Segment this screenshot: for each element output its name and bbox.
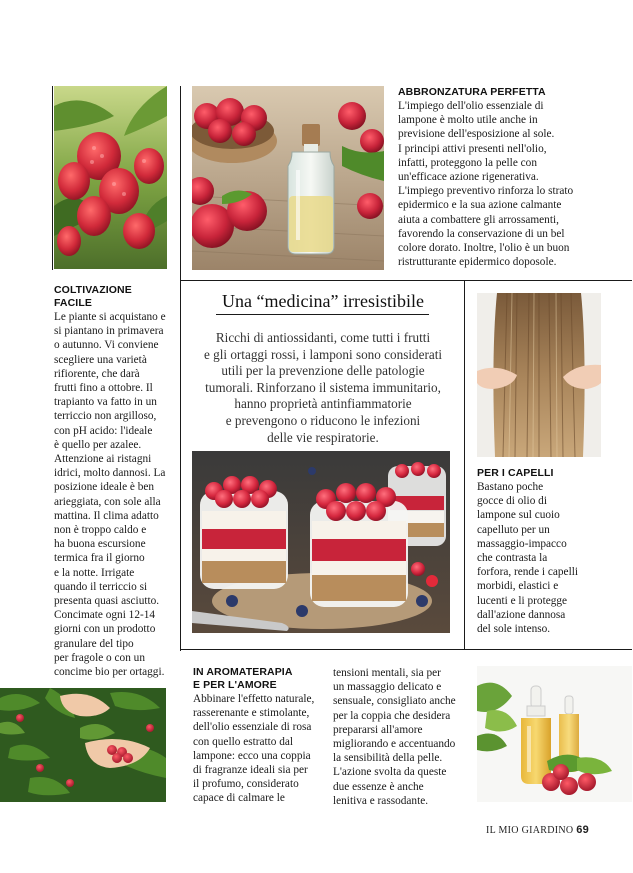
hair-text-line: capelluto per un: [477, 523, 550, 536]
aroma-text-line: il profumo, considerato: [193, 778, 299, 791]
section-rule: [180, 280, 632, 281]
tanning-text-line: previsione dell'esposizione al sole.: [398, 128, 555, 141]
tanning-text-line: ristrutturante epidermico doposole.: [398, 256, 557, 269]
cultivation-text-line: Attenzione ai ristagni: [54, 453, 152, 466]
medicine-text-line: e gli ortaggi rossi, i lamponi sono considerati: [203, 346, 443, 362]
hair-text-line: Bastano poche: [477, 481, 544, 493]
cultivation-text-line: si piantano in primavera: [54, 325, 164, 338]
tanning-text-line: aiuta a combattere gli arrossamenti,: [398, 213, 559, 226]
tanning-text-line: colore dorato. Inoltre, l'olio è un buon: [398, 242, 570, 255]
aroma-body-col1: [193, 692, 323, 806]
medicine-text-line: tumorali. Rinforzano il sistema immunitario,: [205, 379, 441, 395]
tanning-text-line: epidermico e la sua azione calmante: [398, 199, 562, 212]
column-rule: [464, 280, 465, 649]
aroma-text-line: rasserenante e stimolante,: [193, 707, 310, 720]
hair-photo: [477, 293, 601, 457]
aroma-text-line: la sensibilità della pelle.: [333, 752, 443, 765]
aroma-text-line: L'azione svolta da queste: [333, 766, 447, 779]
cultivation-text-line: Le piante si acquistano e: [54, 311, 166, 323]
cultivation-text-line: con pH acido: l'ideale: [54, 424, 153, 437]
cultivation-text-line: e la notte. Irrigate: [54, 566, 135, 579]
column-rule: [52, 86, 53, 270]
tanning-text-line: favorendo la conservazione di un bel: [398, 227, 565, 240]
cultivation-text-line: Concimate ogni 12-14: [54, 609, 156, 622]
medicine-text-line: delle vie respiratorie.: [267, 429, 379, 445]
cultivation-text-line: quando il terriccio si: [54, 580, 148, 593]
cultivation-text-line: idrici, molto dannosi. La: [54, 467, 166, 480]
hair-text-line: del sole intenso.: [477, 623, 551, 636]
aroma-heading: [193, 666, 293, 691]
aroma-heading-line: E PER L'AMORE: [193, 678, 277, 691]
aroma-text-line: con quello estratto dal: [193, 735, 294, 748]
cultivation-text-line: rifiorente, che darà: [54, 367, 140, 380]
hair-heading: PER I CAPELLI: [477, 467, 554, 479]
aroma-text-line: prepararsi all'amore: [333, 723, 423, 736]
page-folio: [486, 824, 589, 836]
column-rule: [180, 86, 181, 651]
aroma-text-line: capace di calmare le: [193, 792, 285, 805]
hair-text-line: forfora, rende i capelli: [477, 566, 578, 579]
title-underline: [216, 314, 429, 315]
hair-text-line: lucenti e li protegge: [477, 594, 568, 607]
cultivation-text-line: termica fra il giorno: [54, 552, 145, 565]
page-number: 69: [576, 824, 590, 836]
cultivation-text-line: mattina. Il clima adatto: [54, 509, 159, 522]
medicine-text-line: Ricchi di antiossidanti, come tutti i frutti: [215, 330, 431, 345]
raspberry-oil-bottle-photo: [192, 86, 384, 270]
hair-text-line: morbidi, elastici e: [477, 580, 559, 593]
medicine-title: Una “medicina” irresistibile: [222, 291, 424, 311]
essential-oil-photo: [477, 666, 632, 802]
cultivation-text-line: granulare del tipo: [54, 637, 134, 650]
section-rule: [180, 649, 632, 650]
hair-text-line: gocce di olio di: [477, 495, 547, 508]
medicine-text-line: e prevengono o riducono le infezioni: [225, 412, 421, 428]
hair-text-line: che contrasta la: [477, 552, 548, 565]
tanning-text-line: L'impiego preventivo rinforza lo strato: [398, 185, 574, 198]
cultivation-text-line: terriccio non argilloso,: [54, 410, 157, 423]
raspberry-harvest-photo: [0, 688, 166, 802]
aroma-text-line: lampone: ecco una coppia: [193, 749, 311, 762]
cultivation-text-line: concime bio per ortaggi.: [54, 666, 165, 679]
aroma-text-line: due essenze è anche: [333, 780, 424, 793]
medicine-text-line: utili per la prevenzione delle patologie: [221, 363, 425, 379]
cultivation-text-line: frutti fino a ottobre. Il: [54, 382, 153, 395]
magazine-name: IL MIO GIARDINO: [486, 825, 574, 836]
cultivation-text-line: per fragole o con un: [54, 651, 145, 664]
aroma-text-line: lenitiva e rassodante.: [333, 794, 429, 807]
tanning-text-line: lampone è molto utile anche in: [398, 114, 538, 127]
raspberry-parfait-photo: [192, 451, 450, 633]
aroma-text-line: migliorando e accentuando: [333, 738, 456, 751]
cultivation-text-line: arieggiata, con sole alla: [54, 495, 161, 508]
cultivation-text-line: trapianto va fatto in un: [54, 396, 157, 409]
raspberry-plant-photo: [54, 86, 167, 269]
cultivation-heading-line: COLTIVAZIONE: [54, 284, 132, 296]
hair-text-line: lampone sul cuoio: [477, 509, 560, 522]
tanning-heading: ABBRONZATURA PERFETTA: [398, 86, 546, 98]
tanning-text-line: infatti, proteggono la pelle con: [398, 156, 537, 169]
hair-body: [477, 480, 627, 636]
tanning-text-line: un'efficace azione rigenerativa.: [398, 171, 539, 184]
medicine-text-line: hanno proprietà antinfiammatorie: [234, 396, 412, 412]
hair-text-line: massaggio-impacco: [477, 537, 567, 550]
cultivation-text-line: presenta quasi asciutto.: [54, 595, 160, 608]
aroma-heading-line: IN AROMATERAPIA: [193, 666, 293, 678]
cultivation-text-line: posizione ideale è ben: [54, 481, 155, 494]
cultivation-text-line: o autunno. Vi conviene: [54, 339, 159, 352]
cultivation-body: [54, 310, 176, 679]
tanning-body: [398, 99, 630, 269]
medicine-body: [192, 330, 454, 446]
tanning-text-line: L'impiego dell'olio essenziale di: [398, 100, 544, 112]
cultivation-text-line: è quello per azalee.: [54, 438, 142, 451]
cultivation-text-line: scegliere una varietà: [54, 353, 147, 366]
aroma-body-col2: [333, 666, 468, 808]
aroma-text-line: sensuale, consigliato anche: [333, 695, 456, 708]
cultivation-heading: [54, 284, 132, 309]
aroma-text-line: Abbinare l'effetto naturale,: [193, 693, 315, 705]
aroma-text-line: di fragranze ideali sia per: [193, 764, 308, 777]
aroma-text-line: tensioni mentali, sia per: [333, 667, 441, 679]
aroma-text-line: un massaggio delicato e: [333, 681, 442, 694]
cultivation-heading-line: FACILE: [54, 296, 92, 309]
aroma-text-line: per la coppia che desidera: [333, 709, 451, 722]
cultivation-text-line: ha buona escursione: [54, 538, 146, 551]
cultivation-text-line: giorni con un prodotto: [54, 623, 156, 636]
tanning-text-line: I principi attivi presenti nell'olio,: [398, 142, 547, 155]
hair-text-line: dall'azione dannosa: [477, 608, 566, 621]
cultivation-text-line: non è troppo caldo e: [54, 524, 147, 537]
aroma-text-line: dell'olio essenziale di rosa: [193, 721, 312, 734]
